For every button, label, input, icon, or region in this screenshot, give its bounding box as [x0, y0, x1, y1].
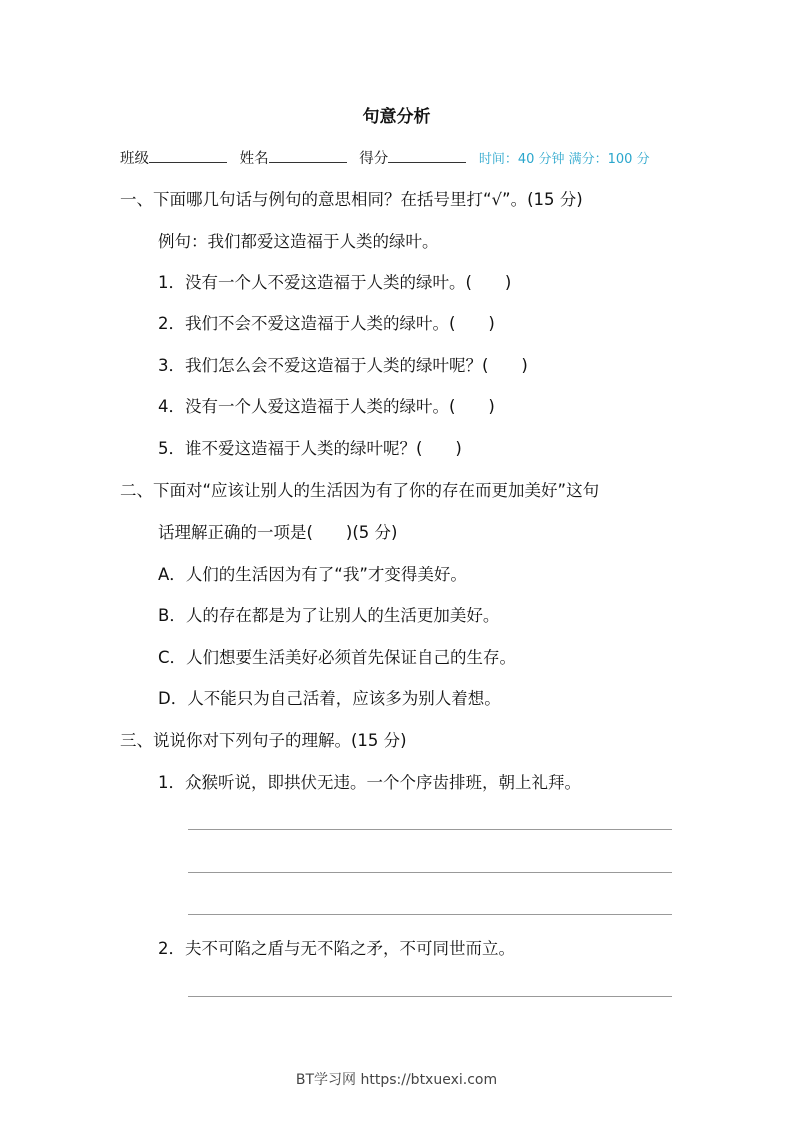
- q3-item: 2．夫不可陷之盾与无不陷之矛，不可同世而立。: [158, 939, 515, 958]
- q1-heading: 一、下面哪几句话与例句的意思相同？在括号里打“√”。(15 分): [120, 190, 583, 209]
- score-label: 得分: [359, 151, 389, 167]
- q2-option-d: D．人不能只为自己活着，应该多为别人着想。: [158, 689, 501, 708]
- answer-line: [188, 829, 672, 830]
- q3-heading: 三、说说你对下列句子的理解。(15 分): [120, 731, 407, 750]
- name-label: 姓名: [239, 151, 269, 167]
- page-title: 句意分析: [362, 107, 431, 127]
- q2-option-c: C．人们想要生活美好必须首先保证自己的生存。: [158, 648, 517, 667]
- class-blank: [149, 148, 227, 163]
- q2-option-b: B．人的存在都是为了让别人的生活更加美好。: [158, 606, 500, 625]
- q1-item: 2．我们不会不爱这造福于人类的绿叶。( ): [158, 314, 495, 333]
- q3-item: 1．众猴听说，即拱伏无违。一个个序齿排班，朝上礼拜。: [158, 773, 581, 792]
- footer-watermark: BT学习网 https://btxuexi.com: [295, 1072, 498, 1088]
- answer-line: [188, 914, 672, 915]
- score-blank: [388, 148, 466, 163]
- q1-item: 4．没有一个人爱这造福于人类的绿叶。( ): [158, 397, 495, 416]
- q1-item: 1．没有一个人不爱这造福于人类的绿叶。( ): [158, 273, 512, 292]
- answer-line: [188, 996, 672, 997]
- class-label: 班级: [120, 151, 149, 167]
- time-score-info: 时间：40 分钟 满分：100 分: [478, 152, 650, 167]
- q1-example: 例句：我们都爱这造福于人类的绿叶。: [158, 232, 439, 251]
- q1-item: 3．我们怎么会不爱这造福于人类的绿叶呢？( ): [158, 356, 528, 375]
- q2-heading-cont: 话理解正确的一项是( )(5 分): [158, 523, 398, 542]
- answer-line: [188, 872, 672, 873]
- q2-option-a: A．人们的生活因为有了“我”才变得美好。: [158, 565, 467, 584]
- header-row: [120, 148, 650, 170]
- q1-item: 5．谁不爱这造福于人类的绿叶呢？( ): [158, 439, 462, 458]
- name-blank: [269, 148, 347, 163]
- q2-heading: 二、下面对“应该让别人的生活因为有了你的存在而更加美好”这句: [120, 481, 600, 500]
